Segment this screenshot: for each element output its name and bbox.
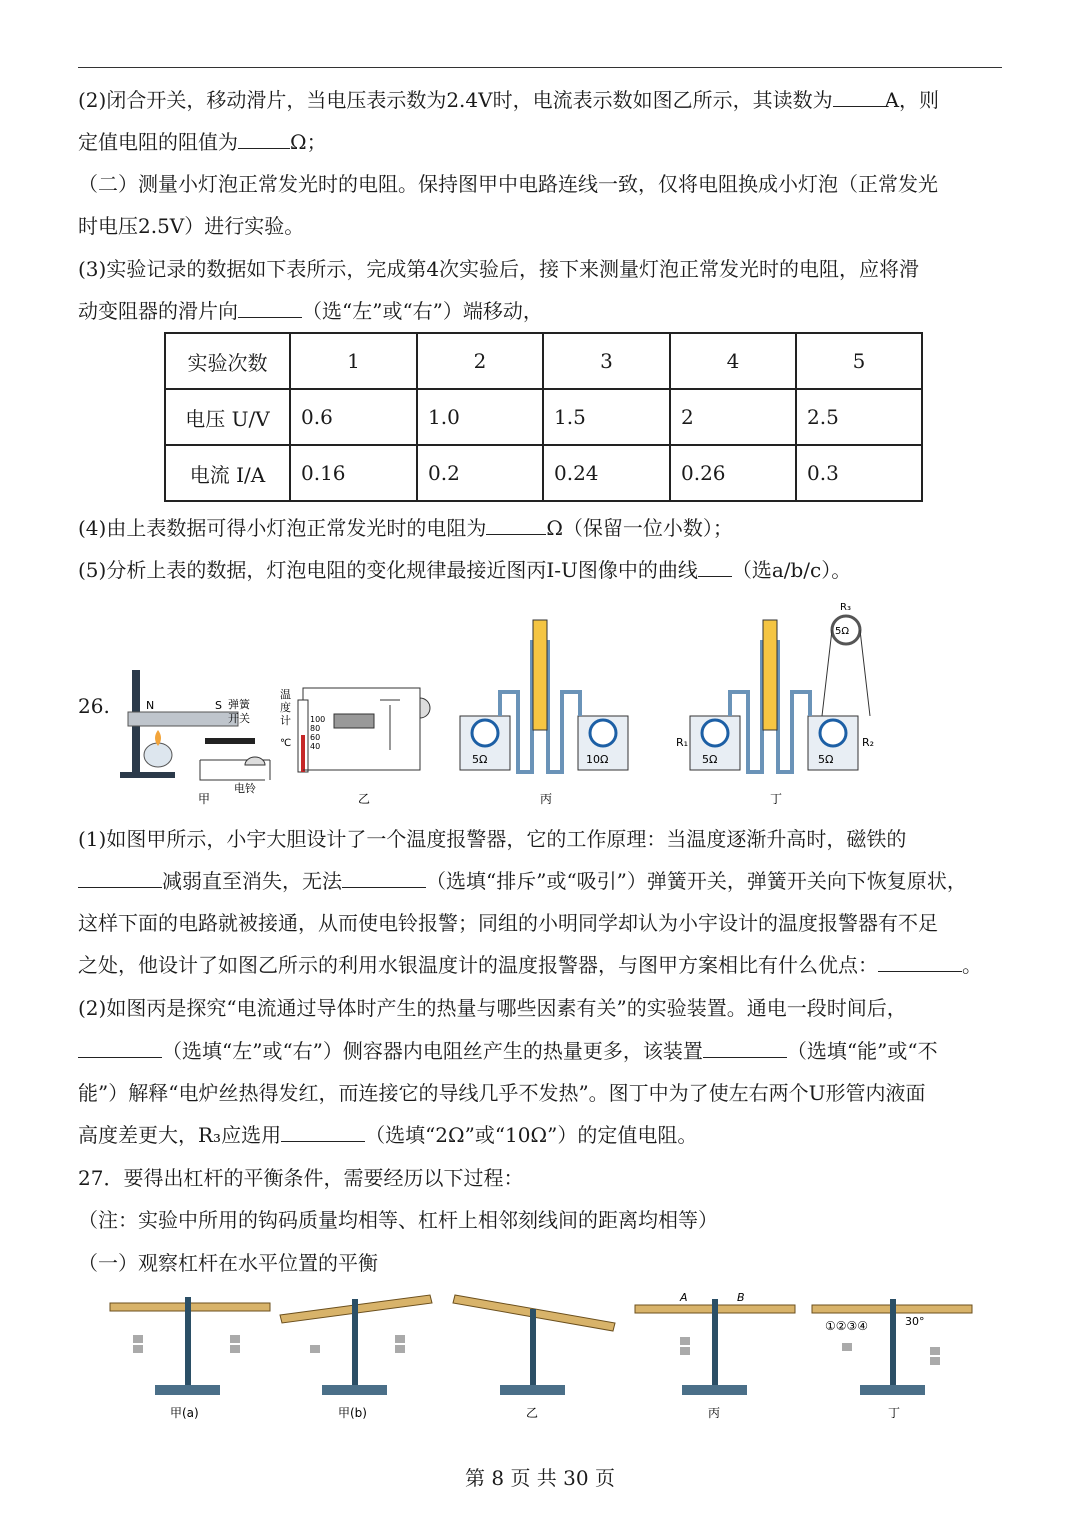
answer-blank[interactable] xyxy=(78,1039,162,1058)
question-title: 27．要得出杠杆的平衡条件，需要经历以下过程： xyxy=(78,1166,524,1190)
table-cell: 电流 I/A xyxy=(165,445,290,501)
resistor-label: 5Ω xyxy=(818,753,834,766)
magnet-n-label: N xyxy=(146,699,155,712)
answer-blank[interactable] xyxy=(703,1039,787,1058)
figure-jia xyxy=(120,670,270,806)
fig-label-jia: 甲 xyxy=(198,792,211,806)
fig-label: 丁 xyxy=(888,1406,901,1420)
table-cell: 实验次数 xyxy=(165,333,290,389)
answer-blank[interactable] xyxy=(238,130,290,149)
text-line: (1)如图甲所示，小宇大胆设计了一个温度报警器，它的工作原理：当温度逐渐升高时，磁铁的 xyxy=(78,827,907,851)
table-cell: 0.26 xyxy=(670,445,796,501)
switch-label: 开关 xyxy=(228,712,250,725)
angle-label: 30° xyxy=(905,1315,925,1328)
figure-bing xyxy=(460,620,628,806)
position-marks: ①②③④ xyxy=(825,1319,869,1333)
fig-label: 乙 xyxy=(526,1406,539,1420)
tick-label: 40 xyxy=(310,742,321,751)
table-cell: 0.16 xyxy=(290,445,417,501)
text-line: (3)实验记录的数据如下表所示，完成第4次实验后，接下来测量灯泡正常发光时的电阻，应将滑 xyxy=(78,257,920,281)
table-row xyxy=(165,333,922,389)
table-cell: 1.0 xyxy=(417,389,543,445)
text-line: 定值电阻的阻值为 Ω； xyxy=(78,130,327,154)
text-line: 能”）解释“电炉丝热得发红，而连接它的导线几乎不发热”。图丁中为了使左右两个U形管内液面 xyxy=(78,1081,926,1105)
lever-bing xyxy=(635,1291,795,1420)
table-cell: 0.2 xyxy=(417,445,543,501)
text-line: 这样下面的电路就被接通，从而使电铃报警；同组的小明同学却认为小宇设计的温度报警器有不足 xyxy=(78,911,938,935)
table-cell: 0.24 xyxy=(543,445,670,501)
text-line: （二）测量小灯泡正常发光时的电阻。保持图甲中电路连线一致，仅将电阻换成小灯泡（正常发光 xyxy=(78,172,938,196)
answer-blank[interactable] xyxy=(698,558,732,577)
fig-label: 甲(b) xyxy=(338,1406,367,1420)
lever-yi xyxy=(453,1295,615,1420)
subsection-title: （一）观察杠杆在水平位置的平衡 xyxy=(78,1251,378,1275)
resistor-label: 5Ω xyxy=(835,626,850,637)
fig-label-bing: 丙 xyxy=(540,792,553,806)
table-cell: 3 xyxy=(543,333,670,389)
table-cell: 0.6 xyxy=(290,389,417,445)
answer-blank[interactable] xyxy=(238,299,302,318)
table-cell: 2 xyxy=(670,389,796,445)
answer-blank[interactable] xyxy=(833,88,885,107)
fig-label-yi: 乙 xyxy=(358,792,371,806)
text-line: 之处，他设计了如图乙所示的利用水银温度计的温度报警器，与图甲方案相比有什么优点： 。 xyxy=(78,953,982,977)
text-line: 动变阻器的滑片向 （选“左”或“右”）端移动， xyxy=(78,299,543,323)
table-cell: 1 xyxy=(290,333,417,389)
table-row xyxy=(165,389,922,445)
table-cell: 5 xyxy=(796,333,922,389)
lever-jia-b xyxy=(280,1295,432,1420)
tick-label: 100 xyxy=(310,715,326,724)
text-line: 时电压2.5V）进行实验。 xyxy=(78,214,305,238)
table-cell: 1.5 xyxy=(543,389,670,445)
table-cell: 0.3 xyxy=(796,445,922,501)
text-line: 减弱直至消失，无法 （选填“排斥”或“吸引”）弹簧开关，弹簧开关向下恢复原状， xyxy=(78,869,967,893)
answer-blank[interactable] xyxy=(486,516,546,535)
bell-icon xyxy=(420,698,430,718)
fig-label: 甲(a) xyxy=(170,1406,199,1420)
thermo-unit: ℃ xyxy=(280,738,292,749)
resistor-label: 5Ω xyxy=(702,753,718,766)
thermo-label: 度 xyxy=(280,701,291,714)
question-number: 26. xyxy=(78,694,110,718)
table-cell: 2.5 xyxy=(796,389,922,445)
scale-bar xyxy=(533,620,547,730)
burner-icon xyxy=(144,743,172,767)
point-b-label: B xyxy=(737,1291,745,1304)
text-line: (4)由上表数据可得小灯泡正常发光时的电阻为 Ω（保留一位小数）； xyxy=(78,516,733,540)
figure-q27 xyxy=(90,1285,990,1435)
text-line: (2)如图丙是探究“电流通过导体时产生的热量与哪些因素有关”的实验装置。通电一段时间后， xyxy=(78,996,907,1020)
answer-blank[interactable] xyxy=(342,869,426,888)
header-rule xyxy=(78,67,1002,68)
coil-icon xyxy=(334,714,374,728)
answer-blank[interactable] xyxy=(78,869,162,888)
table-cell: 电压 U/V xyxy=(165,389,290,445)
point-a-label: A xyxy=(680,1291,688,1304)
scale-bar xyxy=(763,620,777,730)
r3-label: R₃ xyxy=(840,602,851,613)
r2-label: R₂ xyxy=(862,736,875,749)
thermo-label: 计 xyxy=(280,714,291,727)
answer-blank[interactable] xyxy=(878,953,962,972)
answer-blank[interactable] xyxy=(281,1123,365,1142)
text-line: (5)分析上表的数据，灯泡电阻的变化规律最接近图丙I-U图像中的曲线 （选a/b/c）。 xyxy=(78,558,852,582)
figure-ding xyxy=(676,602,874,806)
tick-label: 60 xyxy=(310,733,321,742)
table-row xyxy=(165,445,922,501)
page-number: 第 8 页 共 30 页 xyxy=(465,1466,615,1490)
question-note: （注：实验中所用的钩码质量均相等、杠杆上相邻刻线间的距离均相等） xyxy=(78,1208,718,1232)
fig-label: 丙 xyxy=(708,1406,721,1420)
thermo-label: 温 xyxy=(280,688,291,701)
data-table xyxy=(164,332,923,502)
figure-yi xyxy=(280,688,430,806)
bell-label: 电铃 xyxy=(234,782,256,795)
tick-label: 80 xyxy=(310,724,321,733)
table-cell: 4 xyxy=(670,333,796,389)
table-cell: 2 xyxy=(417,333,543,389)
spring-label: 弹簧 xyxy=(228,698,250,711)
lever-jia-a xyxy=(110,1297,270,1420)
resistor-label: 5Ω xyxy=(472,753,488,766)
lever-ding xyxy=(812,1299,972,1420)
r1-label: R₁ xyxy=(676,736,689,749)
resistor-label: 10Ω xyxy=(586,753,609,766)
text-line: 高度差更大，R₃应选用 （选填“2Ω”或“10Ω”）的定值电阻。 xyxy=(78,1123,698,1147)
bell-icon xyxy=(245,757,265,765)
fig-label-ding: 丁 xyxy=(770,792,783,806)
text-line: （选填“左”或“右”）侧容器内电阻丝产生的热量更多，该装置 （选填“能”或“不 xyxy=(78,1039,938,1063)
figure-q26 xyxy=(70,600,1010,815)
magnet-s-label: S xyxy=(215,699,222,712)
text-line: (2)闭合开关，移动滑片，当电压表示数为2.4V时，电流表示数如图乙所示，其读数为 A，则 xyxy=(78,88,940,112)
